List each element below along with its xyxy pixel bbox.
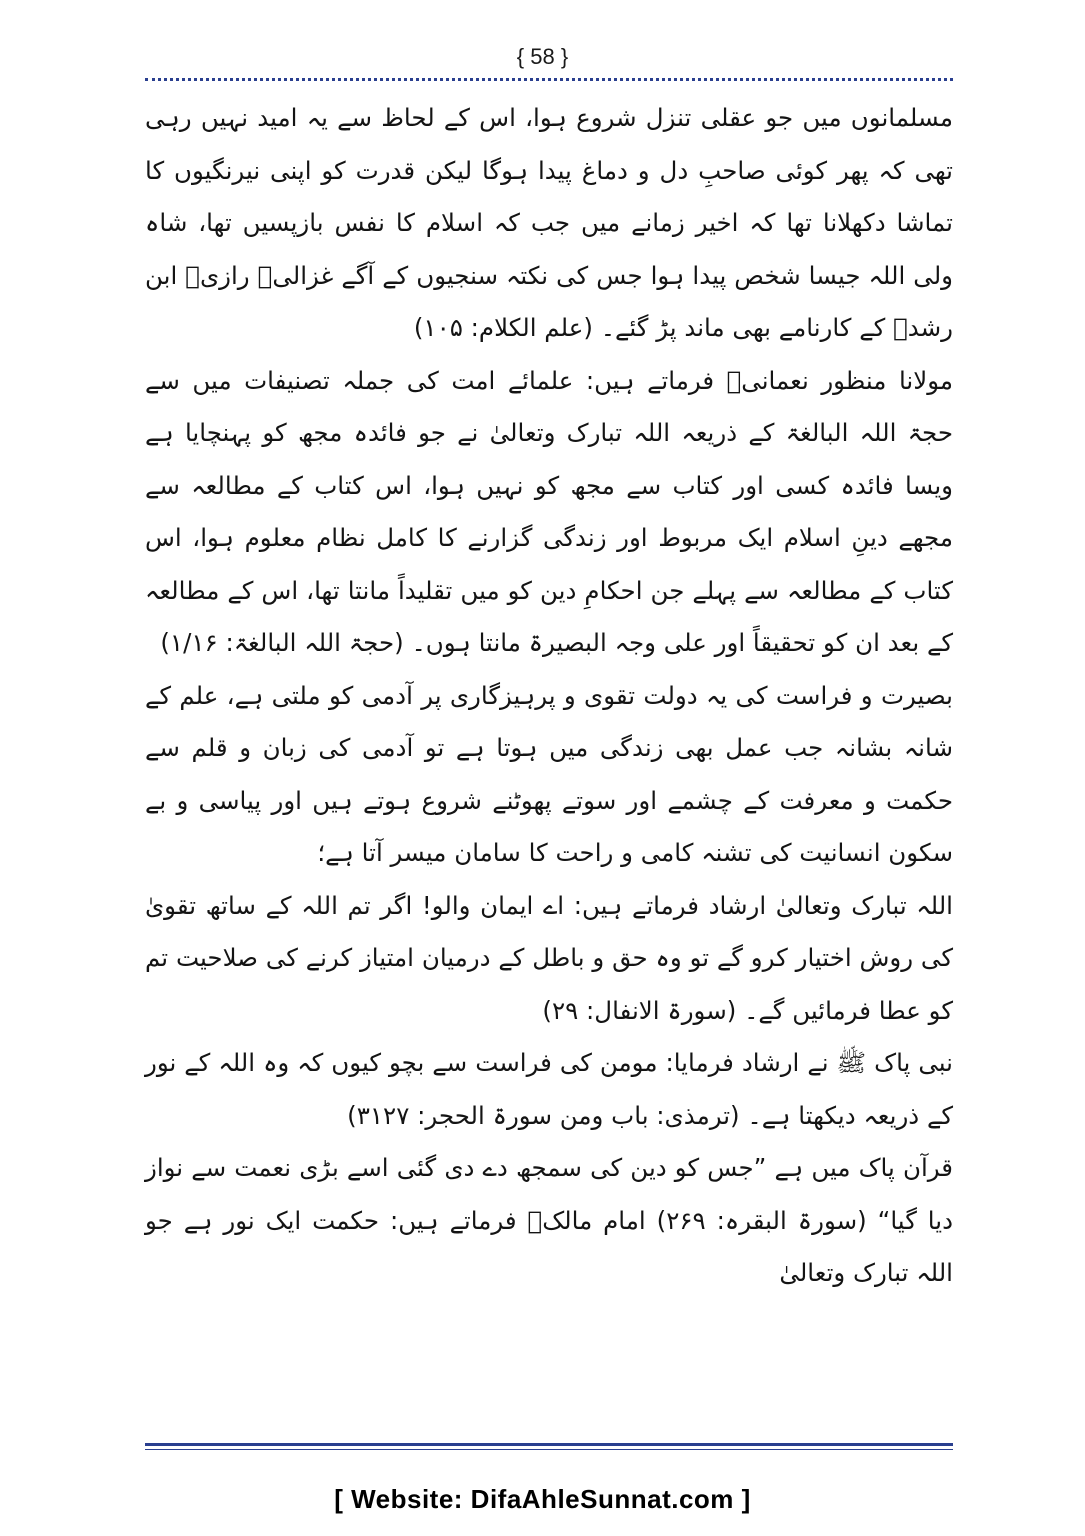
paragraph: اللہ تبارک وتعالیٰ ارشاد فرماتے ہیں: اے ایمان والو! اگر تم اللہ کے ساتھ تقویٰ کی روش اختیار کرو گے تو وہ حق و باطل کے درمیان امتیاز کرنے کی صلاحیت تم کو عطا فرمائیں گے۔ (سورۃ الانفال: ۲۹) <box>145 890 953 1025</box>
paragraph: نبی پاک ﷺ نے ارشاد فرمایا: مومن کی فراست سے بچو کیوں کہ وہ اللہ کے نور کے ذریعہ دیکھتا ہے۔ (ترمذی: باب ومن سورۃ الحجر: ۳۱۲۷) <box>145 1048 953 1130</box>
page-number: { 58 } <box>516 44 569 69</box>
paragraph: قرآن پاک میں ہے ”جس کو دین کی سمجھ دے دی گئی اسے بڑی نعمت سے نواز دیا گیا“ (سورۃ البقرہ: ۲۶۹) امام مالکؒ فرماتے ہیں: حکمت ایک نور ہے جو اللہ تبارک وتعالیٰ <box>145 1153 953 1287</box>
paragraph: مسلمانوں میں جو عقلی تنزل شروع ہوا، اس کے لحاظ سے یہ امید نہیں رہی تھی کہ پھر کوئی صاحبِ دل و دماغ پیدا ہوگا لیکن قدرت کو اپنی نیرنگیوں کا تماشا دکھلانا تھا کہ اخیر زمانے میں جب کہ اسلام کا نفس بازپسیں تھا، شاہ ولی اللہ جیسا شخص پیدا ہوا جس کی نکتہ سنجیوں کے آگے غزالیؒ رازیؒ ابن رشدؒ کے کارنامے بھی ماند پڑ گئے۔ (علم الکلام: ۱۰۵) <box>145 103 953 342</box>
header-divider <box>145 78 953 81</box>
website-footer: [ Website: DifaAhleSunnat.com ] <box>334 1484 751 1514</box>
paragraph: بصیرت و فراست کی یہ دولت تقوی و پرہیزگاری پر آدمی کو ملتی ہے، علم کے شانہ بشانہ جب عمل بھی زندگی میں ہوتا ہے تو آدمی کی زبان و قلم سے حکمت و معرفت کے چشمے اور سوتے پھوٹنے شروع ہوتے ہیں اور پیاسی و بے سکون انسانیت کی تشنہ کامی و راحت کا سامان میسر آتا ہے؛ <box>145 680 953 867</box>
paragraph: مولانا منظور نعمانیؒ فرماتے ہیں: علمائے امت کی جملہ تصنیفات میں سے حجۃ اللہ البالغۃ کے ذریعہ اللہ تبارک وتعالیٰ نے جو فائدہ مجھ کو پہنچایا ہے ویسا فائدہ کسی اور کتاب سے مجھ کو نہیں ہوا، اس کتاب کے مطالعہ سے مجھے دینِ اسلام ایک مربوط اور زندگی گزارنے کا کامل نظام معلوم ہوا، اس کتاب کے مطالعہ سے پہلے جن احکامِ دین کو میں تقلیداً مانتا تھا، اس کے مطالعہ کے بعد ان کو تحقیقاً اور علی وجہ البصیرۃ مانتا ہوں۔ (حجۃ اللہ البالغۃ: ۱/۱۶) <box>145 365 953 657</box>
footer-divider-thin <box>145 1449 953 1450</box>
page-body <box>145 92 953 1300</box>
footer-divider <box>145 1443 953 1446</box>
